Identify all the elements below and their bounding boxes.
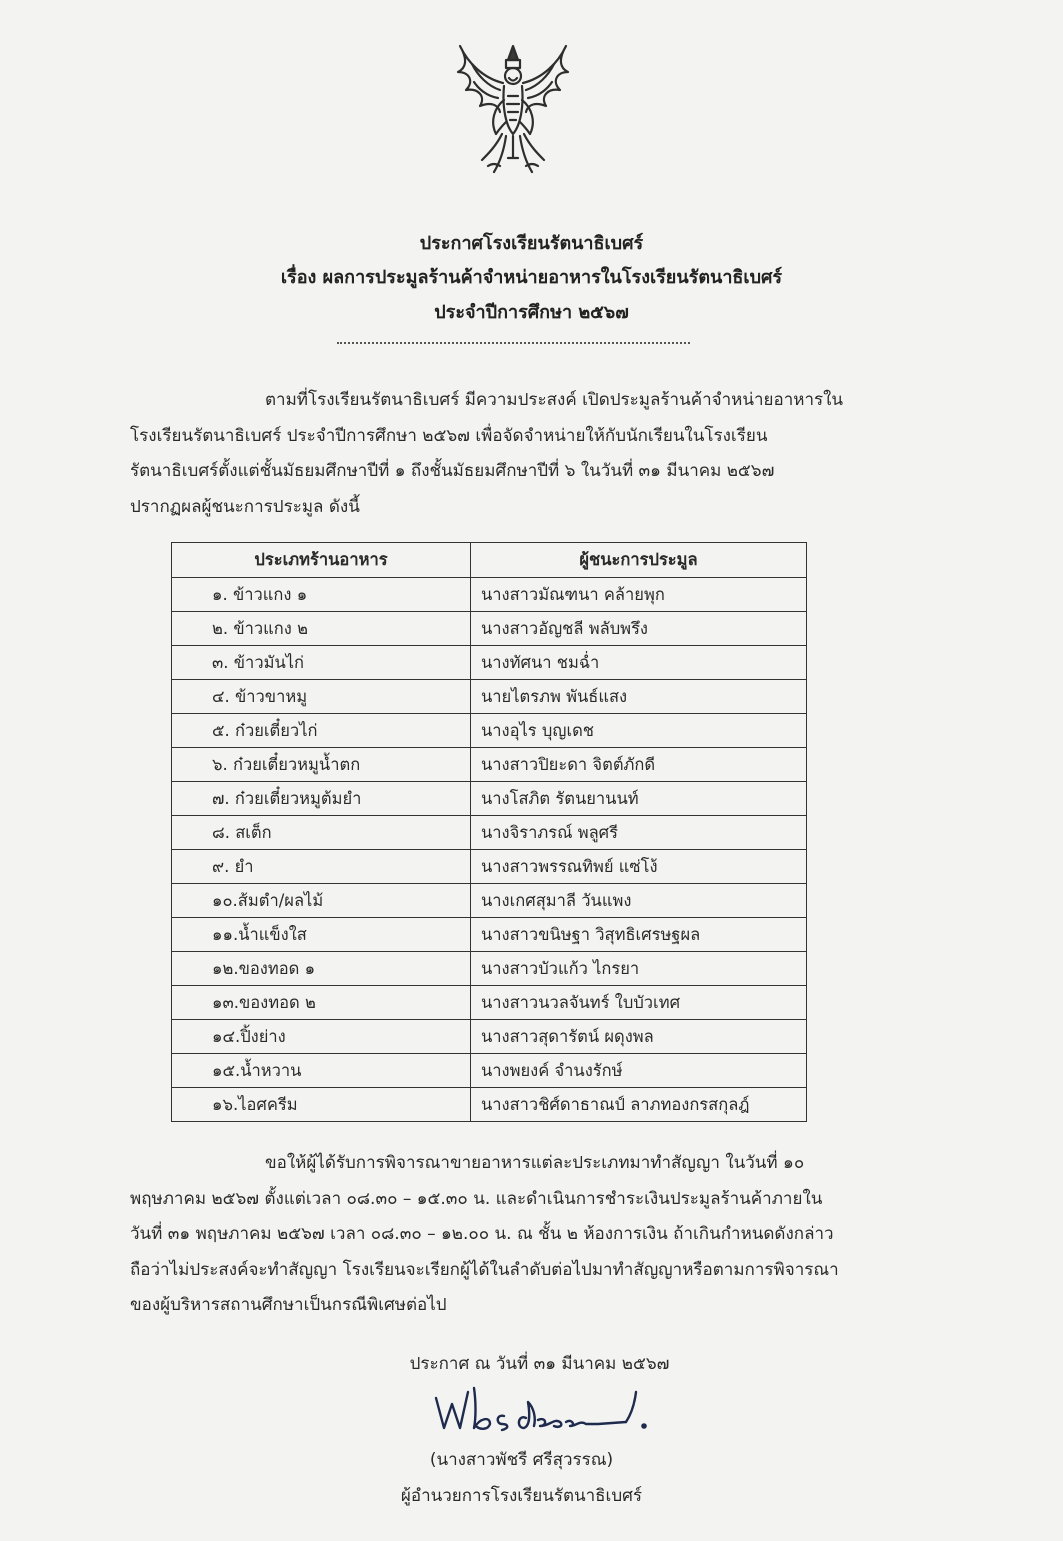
intro-line: โรงเรียนรัตนาธิเบศร์ ประจำปีการศึกษา ๒๕๖๗ เพื่อจัดจำหน่ายให้กับนักเรียนในโรงเรียน — [130, 425, 768, 446]
table-row — [172, 748, 807, 782]
food-type-cell: ๑๓.ของทอด ๒ — [172, 986, 471, 1020]
table-row — [172, 918, 807, 952]
food-type-cell: ๔. ข้าวขาหมู — [172, 680, 471, 714]
food-type-cell: ๒. ข้าวแกง ๒ — [172, 612, 471, 646]
announcement-title: ประกาศโรงเรียนรัตนาธิเบศร์ — [419, 233, 644, 254]
table-row — [172, 646, 807, 680]
signatory-name: (นางสาวพัชรี ศรีสุวรรณ) — [429, 1450, 614, 1470]
winner-cell: นางสาวปิยะดา จิตต์ภักดี — [471, 748, 807, 782]
winner-cell: นางโสภิต รัตนยานนท์ — [471, 782, 807, 816]
winner-cell: นางพยงค์ จำนงรักษ์ — [471, 1054, 807, 1088]
table-header-row — [172, 543, 807, 578]
food-type-cell: ๖. ก๋วยเตี๋ยวหมูน้ำตก — [172, 748, 471, 782]
table-row — [172, 1054, 807, 1088]
table-row — [172, 782, 807, 816]
announce-date: ประกาศ ณ วันที่ ๓๑ มีนาคม ๒๕๖๗ — [409, 1354, 670, 1374]
intro-paragraph — [130, 383, 902, 525]
food-type-cell: ๗. ก๋วยเตี๋ยวหมูต้มยำ — [172, 782, 471, 816]
garuda-emblem-icon — [448, 38, 578, 188]
closing-line: ของผู้บริหารสถานศึกษาเป็นกรณีพิเศษต่อไป — [130, 1295, 447, 1315]
food-type-cell: ๑๑.น้ำแข็งใส — [172, 918, 471, 952]
handwritten-signature — [430, 1378, 655, 1438]
table-row — [172, 714, 807, 748]
header-food-type: ประเภทร้านอาหาร — [172, 543, 471, 578]
food-type-cell: ๘. สเต็ก — [172, 816, 471, 850]
food-type-cell: ๑๕.น้ำหวาน — [172, 1054, 471, 1088]
winner-cell: นางสาวบัวแก้ว ไกรยา — [471, 952, 807, 986]
table-row — [172, 578, 807, 612]
academic-year-line: ประจำปีการศึกษา ๒๕๖๗ — [434, 302, 629, 323]
winner-cell: นางสาวชิศ์ดาธาณป์ ลาภทองกรสกุลฎ์ — [471, 1088, 807, 1122]
table-row — [172, 850, 807, 884]
intro-line: ปรากฏผลผู้ชนะการประมูล ดังนี้ — [130, 496, 360, 517]
announcement-subject: เรื่อง ผลการประมูลร้านค้าจำหน่ายอาหารในโรงเรียนรัตนาธิเบศร์ — [280, 267, 783, 288]
food-type-cell: ๑๒.ของทอด ๑ — [172, 952, 471, 986]
intro-line: รัตนาธิเบศร์ตั้งแต่ชั้นมัธยมศึกษาปีที่ ๑ ถึงชั้นมัธยมศึกษาปีที่ ๖ ในวันที่ ๓๑ มีนาคม ๒๕๖๗ — [130, 461, 775, 481]
winner-cell: นางอุไร บุญเดช — [471, 714, 807, 748]
food-type-cell: ๙. ยำ — [172, 850, 471, 884]
winner-cell: นางจิราภรณ์ พลูศรี — [471, 816, 807, 850]
winner-cell: นายไตรภพ พันธ์แสง — [471, 680, 807, 714]
winner-cell: นางเกศสุมาลี วันแพง — [471, 884, 807, 918]
table-row — [172, 816, 807, 850]
table-row — [172, 1020, 807, 1054]
table-row — [172, 612, 807, 646]
table-row — [172, 680, 807, 714]
signatory-title: ผู้อำนวยการโรงเรียนรัตนาธิเบศร์ — [400, 1486, 643, 1506]
winner-cell: นางสาวพรรณทิพย์ แซ่โง้ — [471, 850, 807, 884]
winner-cell: นางสาวขนิษฐา วิสุทธิเศรษฐผล — [471, 918, 807, 952]
closing-line: วันที่ ๓๑ พฤษภาคม ๒๕๖๗ เวลา ๐๘.๓๐ – ๑๒.๐๐ น. ณ ชั้น ๒ ห้องการเงิน ถ้าเกินกำหนดดังกล่าว — [130, 1224, 834, 1244]
closing-line: ขอให้ผู้ได้รับการพิจารณาขายอาหารแต่ละประเภทมาทำสัญญา ในวันที่ ๑๐ — [265, 1153, 805, 1173]
auction-results-table — [171, 542, 807, 1122]
closing-line: พฤษภาคม ๒๕๖๗ ตั้งแต่เวลา ๐๘.๓๐ – ๑๕.๓๐ น. และดำเนินการชำระเงินประมูลร้านค้าภายใน — [130, 1188, 823, 1209]
winner-cell: นางทัศนา ชมฉ่ำ — [471, 646, 807, 680]
food-type-cell: ๑๖.ไอศครีม — [172, 1088, 471, 1122]
closing-line: ถือว่าไม่ประสงค์จะทำสัญญา โรงเรียนจะเรียกผู้ได้ในลำดับต่อไปมาทำสัญญาหรือตามการพิจารณา — [130, 1259, 839, 1280]
table-row — [172, 952, 807, 986]
table-row — [172, 884, 807, 918]
winner-cell: นางสาวสุดารัตน์ ผดุงพล — [471, 1020, 807, 1054]
closing-paragraph — [130, 1146, 902, 1324]
food-type-cell: ๑๐.ส้มตำ/ผลไม้ — [172, 884, 471, 918]
header-winner: ผู้ชนะการประมูล — [471, 543, 807, 578]
winner-cell: นางสาวมัณฑนา คล้ายพุก — [471, 578, 807, 612]
table-row — [172, 1088, 807, 1122]
food-type-cell: ๑. ข้าวแกง ๑ — [172, 578, 471, 612]
winner-cell: นางสาวนวลจันทร์ ใบบัวเทศ — [471, 986, 807, 1020]
intro-line: ตามที่โรงเรียนรัตนาธิเบศร์ มีความประสงค์ เปิดประมูลร้านค้าจำหน่ายอาหารใน — [265, 390, 844, 410]
food-type-cell: ๑๔.ปิ้งย่าง — [172, 1020, 471, 1054]
dotted-divider — [337, 342, 690, 344]
food-type-cell: ๕. ก๋วยเตี๋ยวไก่ — [172, 714, 471, 748]
table-row — [172, 986, 807, 1020]
winner-cell: นางสาวอัญชลี พลับพรึง — [471, 612, 807, 646]
food-type-cell: ๓. ข้าวมันไก่ — [172, 646, 471, 680]
